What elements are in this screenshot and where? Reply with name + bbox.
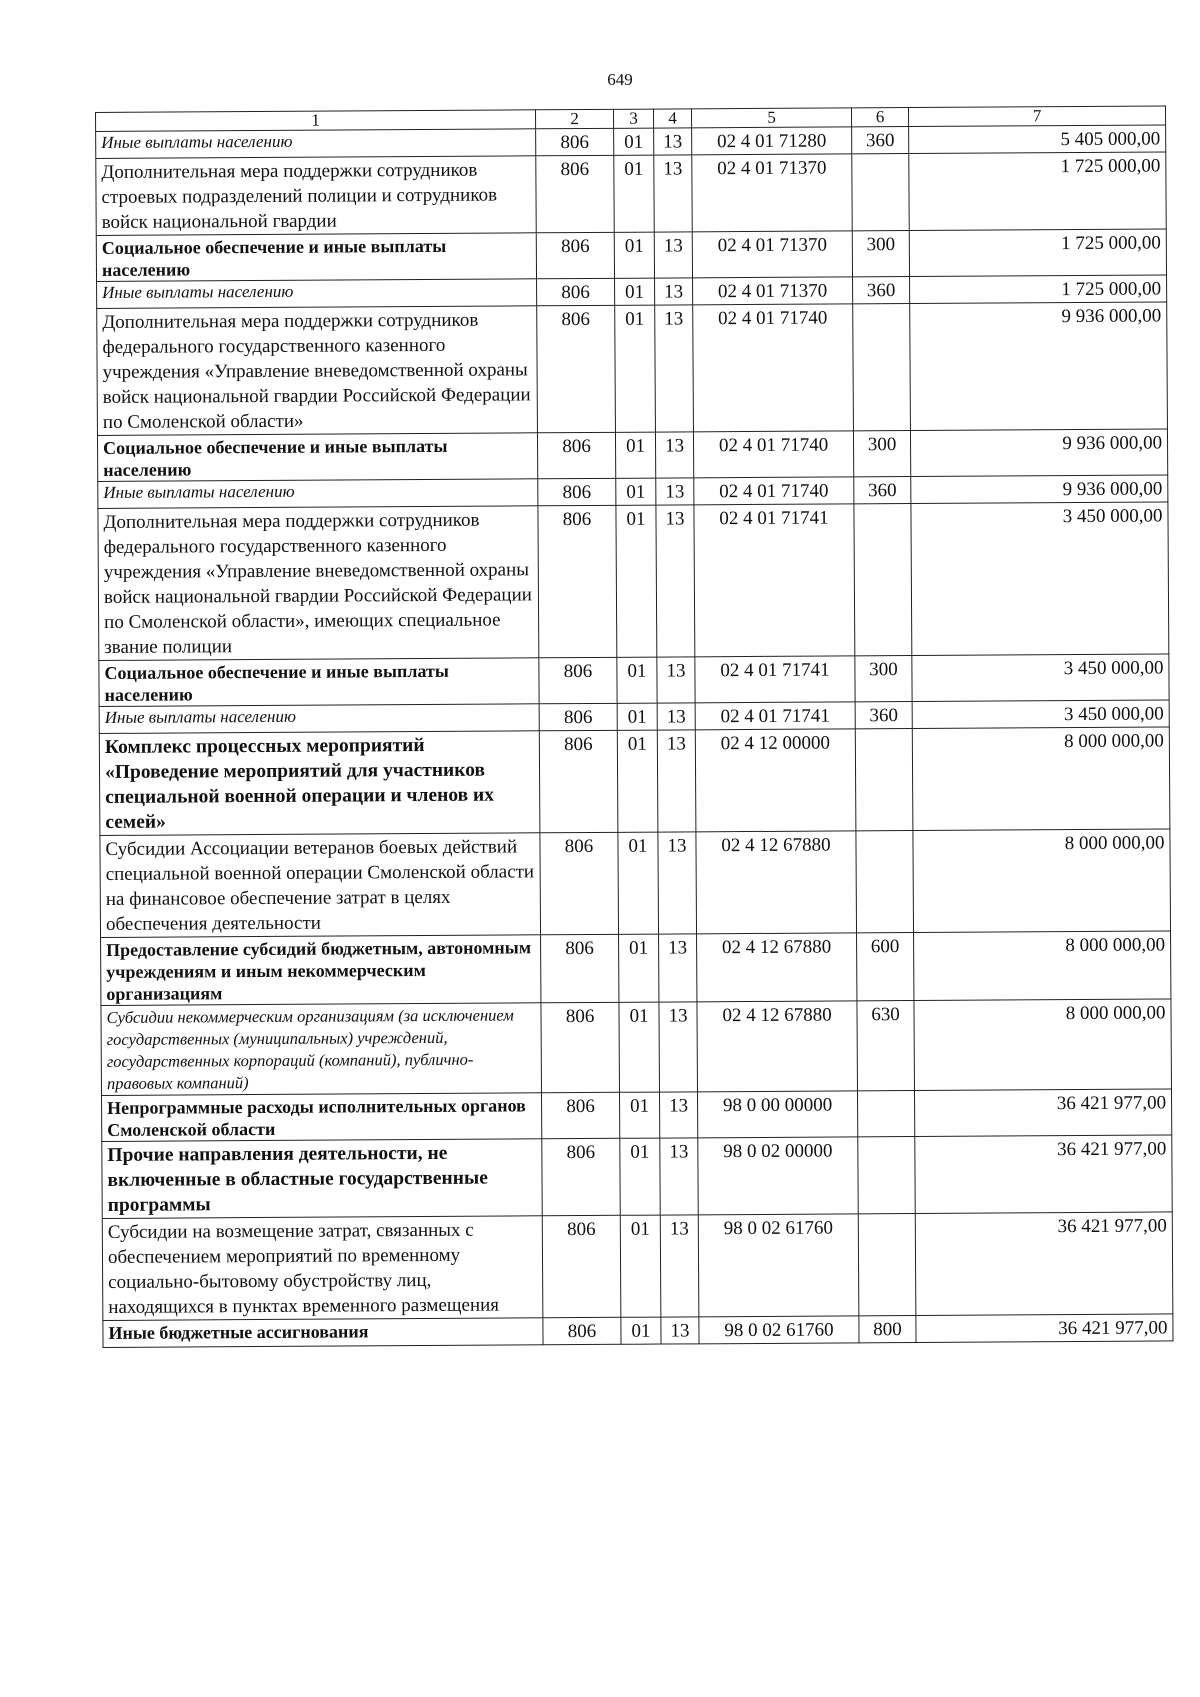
column-header: 5 [691, 108, 851, 128]
amount-cell: 1 725 000,00 [909, 229, 1166, 277]
code-cell: 806 [537, 432, 615, 478]
subsection-cell: 13 [654, 128, 692, 155]
section-cell: 01 [617, 657, 657, 703]
code-cell: 806 [539, 657, 617, 703]
subsection-cell: 13 [657, 730, 696, 832]
section-cell: 01 [620, 1215, 661, 1317]
expense-type-cell: 600 [857, 933, 914, 1001]
table-row [100, 829, 1171, 938]
subsection-cell: 13 [659, 1092, 697, 1138]
row-name-cell: Субсидии на возмещение затрат, связанных с обеспечением мероприятий по временному социально-бытовому обустройству лиц, находящихся в пунктах временного размещения [102, 1216, 543, 1321]
expense-type-cell: 360 [852, 127, 909, 154]
target-article-cell: 02 4 01 71740 [694, 477, 854, 505]
amount-cell: 3 450 000,00 [912, 700, 1169, 729]
section-cell: 01 [616, 478, 656, 505]
section-cell: 01 [617, 703, 657, 730]
amount-cell: 9 936 000,00 [911, 475, 1168, 504]
target-article-cell: 02 4 01 71741 [695, 656, 855, 703]
section-cell: 01 [614, 232, 654, 278]
row-name-cell: Иные выплаты населению [98, 479, 538, 509]
target-article-cell: 02 4 12 67880 [697, 1001, 858, 1092]
row-name-cell: Иные выплаты населению [99, 704, 539, 734]
expense-type-cell [858, 1137, 915, 1214]
table-row [101, 931, 1171, 1006]
section-cell: 01 [614, 128, 654, 155]
table-row [97, 302, 1168, 436]
row-name-cell: Дополнительная мера поддержки сотрудников федерального государственного казенного учреждения «Управление вневедомственной охраны войск национальной гвардии Российской Федерации по Смоленской области», имеющих специальное звание полиции [98, 506, 539, 661]
code-cell: 806 [538, 478, 616, 505]
amount-cell: 36 421 977,00 [915, 1135, 1172, 1214]
column-header: 1 [96, 110, 536, 132]
row-name-cell: Субсидии некоммерческим организациям (за исключением государственных (муниципальных) учреждений, государственных корпораций (компаний), публично-правовых компаний) [101, 1003, 542, 1096]
target-article-cell: 98 0 02 00000 [698, 1137, 858, 1215]
budget-table [95, 105, 1174, 1348]
amount-cell: 5 405 000,00 [909, 125, 1166, 154]
amount-cell: 3 450 000,00 [912, 654, 1169, 702]
code-cell: 806 [541, 1002, 620, 1092]
expense-type-cell: 800 [859, 1316, 916, 1343]
row-name-cell: Комплекс процессных мероприятий «Проведение мероприятий для участников специальной военной операции и членов их семей» [99, 731, 540, 836]
subsection-cell: 13 [656, 505, 695, 657]
code-cell: 806 [543, 1317, 621, 1344]
row-name-cell: Прочие направления деятельности, не включенные в областные государственные программы [102, 1139, 542, 1219]
expense-type-cell [854, 504, 912, 656]
expense-type-cell: 360 [854, 477, 911, 504]
target-article-cell: 02 4 01 71370 [692, 154, 852, 232]
amount-cell: 36 421 977,00 [915, 1212, 1173, 1316]
target-article-cell: 02 4 01 71740 [693, 431, 853, 478]
code-cell: 806 [537, 305, 616, 432]
row-name-cell: Социальное обеспечение и иные выплаты населению [96, 233, 536, 282]
amount-cell: 36 421 977,00 [914, 1089, 1171, 1137]
subsection-cell: 13 [658, 832, 697, 934]
code-cell: 806 [537, 278, 615, 305]
column-header: 3 [613, 109, 653, 128]
subsection-cell: 13 [659, 934, 697, 1002]
subsection-cell: 13 [655, 278, 693, 305]
table-row [99, 727, 1170, 836]
table-row [97, 429, 1167, 482]
expense-type-cell [857, 1091, 914, 1137]
section-cell: 01 [615, 432, 655, 478]
subsection-cell: 13 [656, 478, 694, 505]
section-cell: 01 [614, 155, 654, 232]
table-row [96, 152, 1166, 236]
page-number: 649 [607, 70, 633, 89]
target-article-cell: 02 4 01 71280 [692, 127, 852, 155]
section-cell: 01 [615, 278, 655, 305]
subsection-cell: 13 [659, 1002, 698, 1092]
amount-cell: 1 725 000,00 [910, 275, 1167, 304]
amount-cell: 8 000 000,00 [912, 727, 1170, 831]
amount-cell: 36 421 977,00 [916, 1314, 1173, 1343]
amount-cell: 8 000 000,00 [913, 829, 1171, 933]
code-cell: 806 [539, 730, 618, 832]
table-row [102, 1212, 1173, 1321]
row-name-cell: Социальное обеспечение и иные выплаты населению [97, 433, 537, 482]
expense-type-cell: 300 [853, 431, 910, 477]
column-header: 2 [535, 109, 613, 128]
subsection-cell: 13 [654, 155, 692, 232]
expense-type-cell [852, 154, 909, 231]
code-cell: 806 [536, 128, 614, 155]
expense-type-cell [856, 831, 914, 933]
subsection-cell: 13 [657, 703, 695, 730]
table-row [102, 1089, 1172, 1142]
expense-type-cell: 300 [855, 656, 912, 702]
subsection-cell: 13 [657, 657, 695, 703]
row-name-cell: Непрограммные расходы исполнительных органов Смоленской области [102, 1093, 542, 1142]
expense-type-cell: 630 [857, 1001, 915, 1091]
amount-cell: 1 725 000,00 [909, 152, 1166, 231]
subsection-cell: 13 [654, 232, 692, 278]
table-row [99, 654, 1169, 707]
target-article-cell: 98 0 02 61760 [699, 1316, 859, 1344]
row-name-cell: Дополнительная мера поддержки сотрудников строевых подразделений полиции и сотрудников войск национальной гвардии [96, 156, 536, 236]
amount-cell: 8 000 000,00 [914, 999, 1172, 1091]
code-cell: 806 [538, 505, 617, 657]
code-cell: 806 [536, 232, 614, 278]
code-cell: 806 [541, 1092, 619, 1138]
row-name-cell: Социальное обеспечение и иные выплаты населению [99, 658, 539, 707]
target-article-cell: 98 0 02 61760 [698, 1214, 859, 1317]
expense-type-cell: 360 [855, 702, 912, 729]
section-cell: 01 [615, 305, 656, 432]
row-name-cell: Предоставление субсидий бюджетным, автономным учреждениям и иным некоммерческим организациям [101, 935, 541, 1006]
row-name-cell: Иные выплаты населению [97, 279, 537, 309]
column-header: 7 [908, 106, 1165, 127]
table-row [98, 502, 1169, 661]
row-name-cell: Дополнительная мера поддержки сотрудников федерального государственного казенного учреждения «Управление вневедомственной охраны войск национальной гвардии Российской Федерации по Смоленской области» [97, 306, 538, 436]
target-article-cell: 02 4 12 67880 [697, 933, 857, 1002]
amount-cell: 3 450 000,00 [911, 502, 1169, 656]
code-cell: 806 [541, 934, 619, 1002]
section-cell: 01 [620, 1138, 660, 1215]
target-article-cell: 02 4 01 71741 [695, 702, 855, 730]
subsection-cell: 13 [655, 432, 693, 478]
subsection-cell: 13 [660, 1215, 699, 1317]
table-row [96, 229, 1166, 282]
row-name-cell: Иные бюджетные ассигнования [103, 1318, 543, 1348]
row-name-cell: Субсидии Ассоциации ветеранов боевых действий специальной военной операции Смоленской области на финансовое обеспечение затрат в целях обеспечения деятельности [100, 833, 541, 938]
expense-type-cell [855, 729, 913, 831]
expense-type-cell [858, 1214, 916, 1316]
target-article-cell: 02 4 01 71370 [692, 231, 852, 278]
section-cell: 01 [619, 1002, 660, 1092]
expense-type-cell [853, 304, 911, 431]
expense-type-cell: 360 [853, 277, 910, 304]
code-cell: 806 [542, 1215, 621, 1317]
target-article-cell: 98 0 00 00000 [697, 1091, 857, 1138]
target-article-cell: 02 4 12 67880 [696, 831, 857, 934]
target-article-cell: 02 4 01 71370 [693, 277, 853, 305]
section-cell: 01 [617, 730, 658, 832]
code-cell: 806 [540, 832, 619, 934]
code-cell: 806 [536, 155, 614, 232]
amount-cell: 9 936 000,00 [910, 302, 1168, 431]
table-row [102, 1135, 1172, 1219]
section-cell: 01 [619, 934, 659, 1002]
section-cell: 01 [621, 1317, 661, 1344]
table-row [101, 999, 1172, 1096]
column-header: 6 [851, 108, 908, 127]
amount-cell: 9 936 000,00 [910, 429, 1167, 477]
amount-cell: 8 000 000,00 [914, 931, 1171, 1001]
section-cell: 01 [616, 505, 657, 657]
subsection-cell: 13 [661, 1317, 699, 1344]
target-article-cell: 02 4 01 71740 [693, 304, 854, 432]
section-cell: 01 [619, 1092, 659, 1138]
subsection-cell: 13 [655, 305, 694, 432]
code-cell: 806 [542, 1138, 620, 1215]
target-article-cell: 02 4 12 00000 [695, 729, 856, 832]
section-cell: 01 [618, 832, 659, 934]
expense-type-cell: 300 [852, 231, 909, 277]
row-name-cell: Иные выплаты населению [96, 129, 536, 159]
subsection-cell: 13 [660, 1138, 698, 1215]
code-cell: 806 [539, 703, 617, 730]
column-header: 4 [653, 109, 691, 128]
target-article-cell: 02 4 01 71741 [694, 504, 855, 657]
